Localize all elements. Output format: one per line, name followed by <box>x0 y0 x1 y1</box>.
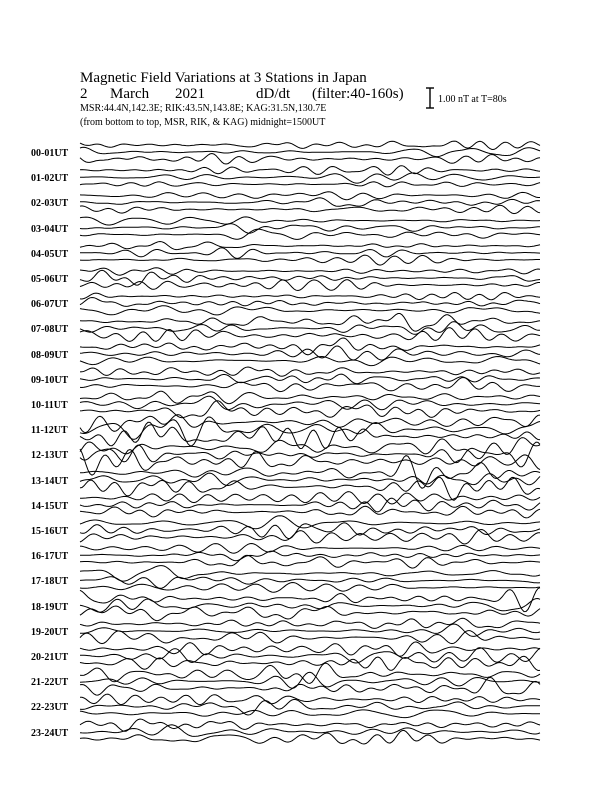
trace-kag <box>80 357 540 366</box>
trace-kag <box>80 378 540 392</box>
trace-kag <box>80 656 540 670</box>
trace-kag <box>80 631 540 644</box>
station-coordinates: MSR:44.4N,142.3E; RIK:43.5N,143.8E; KAG:31.5N,130.7E <box>80 103 327 114</box>
chart-title: Magnetic Field Variations at 3 Stations in Japan <box>80 70 367 86</box>
trace-rik <box>80 725 540 737</box>
row-label: 01-02UT <box>31 173 69 185</box>
trace-rik <box>80 473 540 485</box>
trace-msr <box>80 544 540 554</box>
row-label: 23-24UT <box>31 727 69 739</box>
row-label: 05-06UT <box>31 274 69 285</box>
trace-msr <box>80 367 540 376</box>
trace-rik <box>80 322 540 335</box>
row-label: 11-12UT <box>31 425 68 437</box>
date-month: March <box>110 86 150 102</box>
trace-rik <box>80 396 540 409</box>
row-label: 19-20UT <box>31 626 69 638</box>
row-label: 10-11UT <box>31 400 68 411</box>
trace-kag <box>80 205 540 213</box>
scale-bar-label: 1.00 nT at T=80s <box>438 94 507 105</box>
trace-rik <box>80 224 540 233</box>
trace-msr <box>80 166 540 175</box>
trace-rik <box>80 374 540 384</box>
row-label: 12-13UT <box>31 450 69 462</box>
trace-kag <box>80 730 540 744</box>
trace-kag <box>80 583 540 593</box>
row-label: 14-15UT <box>31 500 69 512</box>
row-label: 15-16UT <box>31 526 69 537</box>
row-label: 18-19UT <box>31 601 69 613</box>
trace-kag <box>80 477 540 500</box>
date-year: 2021 <box>175 86 205 102</box>
row-label: 22-23UT <box>31 702 69 714</box>
trace-msr <box>80 415 540 433</box>
trace-msr <box>80 268 540 276</box>
date-day: 2 <box>80 86 88 102</box>
row-label: 17-18UT <box>31 576 69 588</box>
trace-kag <box>80 182 540 187</box>
quantity-label: dD/dt <box>256 86 291 102</box>
trace-rik <box>80 147 540 156</box>
trace-kag <box>80 229 540 239</box>
trace-rik <box>80 346 540 360</box>
trace-msr <box>80 192 540 200</box>
trace-rik <box>80 672 540 688</box>
trace-kag <box>80 710 540 718</box>
row-label: 16-17UT <box>31 551 69 563</box>
row-label: 00-01UT <box>31 148 69 159</box>
row-label: 02-03UT <box>31 198 69 210</box>
row-label: 21-22UT <box>31 677 69 689</box>
row-label: 08-09UT <box>31 349 69 361</box>
trace-kag <box>80 255 540 265</box>
trace-msr <box>80 338 540 355</box>
trace-rik <box>80 442 540 467</box>
trace-kag <box>80 506 540 518</box>
row-label: 07-08UT <box>31 324 69 336</box>
row-label: 03-04UT <box>31 223 69 235</box>
trace-kag <box>80 280 540 291</box>
trace-kag <box>80 555 540 568</box>
trace-msr <box>80 694 540 705</box>
trace-kag <box>80 306 540 315</box>
trace-msr <box>80 566 540 582</box>
trace-msr <box>80 217 540 225</box>
row-label: 06-07UT <box>31 299 69 311</box>
filter-label: (filter:40-160s) <box>312 86 404 102</box>
row-label: 09-10UT <box>31 374 69 386</box>
trace-msr <box>80 391 540 403</box>
trace-rik <box>80 198 540 207</box>
trace-rik <box>80 417 540 446</box>
trace-msr <box>80 242 540 250</box>
trace-msr <box>80 618 540 628</box>
row-label: 04-05UT <box>31 248 69 260</box>
station-order-note: (from bottom to top, MSR, RIK, & KAG) midnight=1500UT <box>80 117 326 128</box>
trace-kag <box>80 530 540 545</box>
trace-rik <box>80 248 540 259</box>
trace-rik <box>80 577 540 589</box>
trace-msr <box>80 293 540 300</box>
trace-msr <box>80 456 540 489</box>
trace-rik <box>80 624 540 636</box>
trace-group <box>80 141 540 744</box>
trace-msr <box>80 492 540 504</box>
trace-msr <box>80 719 540 731</box>
trace-kag <box>80 606 540 621</box>
trace-rik <box>80 173 540 183</box>
trace-rik <box>80 551 540 561</box>
row-label: 20-21UT <box>31 652 69 663</box>
row-label: 13-14UT <box>31 475 69 487</box>
trace-kag <box>80 154 540 165</box>
